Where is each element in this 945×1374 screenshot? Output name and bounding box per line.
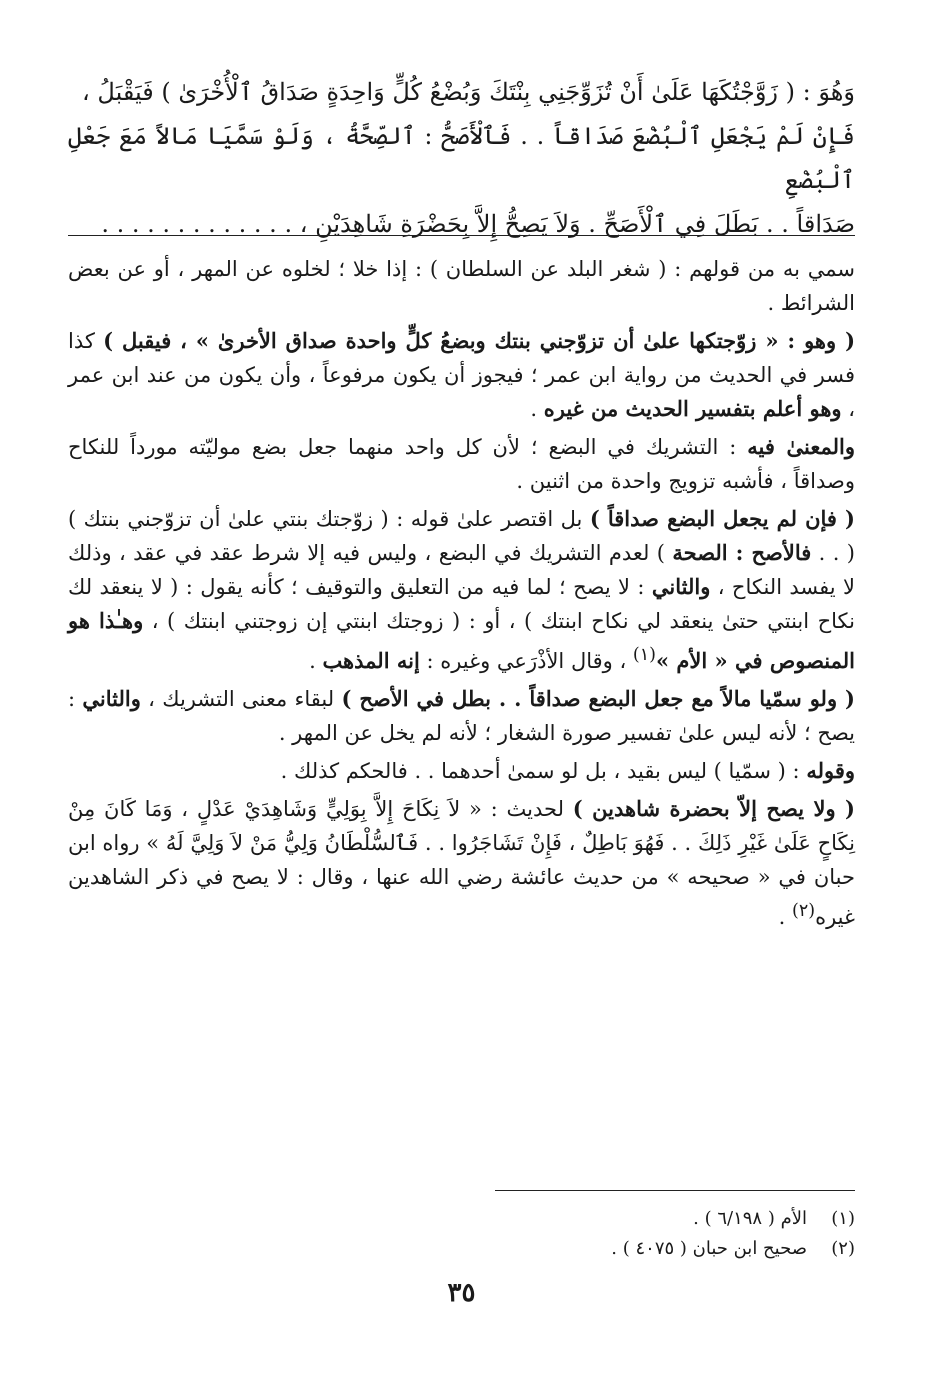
commentary-text-run: سمي به من قولهم : ( شغر البلد عن السلطان ) : إذا خلا ؛ لخلوه عن المهر ، أو عن بعض الشرائط . (68, 257, 855, 315)
footnotes (68, 1204, 855, 1264)
emphasis: والثاني (82, 686, 141, 711)
footnote-ref[interactable]: (٢) (792, 901, 816, 921)
commentary-text (68, 252, 855, 938)
footnote-text: صحيح ابن حبان ( ٤٠٧٥ ) . (611, 1238, 807, 1259)
commentary-text-run: : لا يصح ؛ لما فيه من التعليق والتوقيف ؛ كأنه يقول : ( لا ينعقد لك نكاح ابنتي حتىٰ ينعقد لي نكاح ابنتك ) ، أو : ( زوجتك ابنتي إن زوجتني ابنتك ) ، (68, 575, 855, 633)
commentary-text-run: لبقاء معنى التشريك ، (140, 687, 342, 711)
emphasis: وهـٰذا هو المنصوص في « الأم » (68, 608, 855, 673)
commentary-paragraph (68, 682, 855, 750)
quoted-matn: ( ولا يصح إلاّ بحضرة شاهدين ) (572, 796, 855, 821)
commentary-paragraph (68, 502, 855, 678)
commentary-paragraph (68, 754, 855, 788)
footnote (68, 1234, 855, 1264)
commentary-paragraph (68, 252, 855, 320)
emphasis: إنه المذهب (322, 648, 420, 673)
emphasis: وقوله (806, 758, 855, 783)
commentary-text-run: ، وقال الأذْرَعي وغيره : (419, 649, 633, 673)
footnote-divider (495, 1190, 855, 1191)
quoted-matn: ( ولو سمّيا مالاً مع جعل البضع صداقاً . . بطل في الأصح ) (341, 686, 855, 711)
commentary-text-run: : يصح ؛ لأنه ليس علىٰ تفسير صورة الشغار ؛ لأنه لم يخل عن المهر . (68, 687, 855, 745)
commentary-text-run: ) لعدم التشريك في البضع ، وليس فيه إلا شرط عقد في عقد ، وذلك لا يفسد النكاح ، (68, 541, 855, 599)
matn-line: وَهُوَ : ( زَوَّجْتُكَهَا عَلَىٰ أَنْ تُزَوِّجَنِي بِنْتَكَ وَبُضْعُ كُلٍّ وَاحِدَةٍ صَدَاقُ ٱلْأُخْرَىٰ ) فَيَقْبَلُ ، (82, 78, 855, 106)
emphasis: وهو أعلم بتفسير الحديث من غيره (543, 396, 842, 421)
commentary-text-run: . (530, 397, 544, 421)
commentary-text-run: . (309, 649, 323, 673)
commentary-paragraph (68, 324, 855, 426)
footnote-number: (٢) (831, 1238, 855, 1259)
commentary-paragraph (68, 430, 855, 498)
book-page (68, 70, 855, 1374)
footnote (68, 1204, 855, 1234)
commentary-text-run: : ( سمّيا ) ليس بقيد ، بل لو سمىٰ أحدهما . . فالحكم كذلك . (280, 759, 807, 783)
quoted-matn: ( فإن لم يجعل البضع صداقاً ) (589, 506, 855, 531)
emphasis: والمعنىٰ فيه (747, 434, 855, 459)
matn-divider (68, 235, 855, 236)
matn-line: فَإِنْ لَمْ يَجْعَلِ ٱلْبُضْعَ صَدَاقاً . . فَٱلْأَصَحُّ : ٱلصِّحَّةُ ، وَلَوْ سَمَّيَا مَالاً مَعَ جَعْلِ ٱلْبُضْعِ (68, 122, 855, 194)
commentary-text-run: كذا فسر في الحديث من رواية ابن عمر ؛ فيجوز أن يكون مرفوعاً ، وأن يكون من عند ابن عمر ، (68, 329, 855, 421)
commentary-text-run: بل اقتصر علىٰ قوله : ( زوّجتك بنتي علىٰ أن تزوّجني بنتك ) ( . . (68, 507, 855, 565)
footnote-number: (١) (831, 1208, 855, 1229)
quoted-matn: ( وهو : « زوّجتكها علىٰ أن تزوّجني بنتك وبضعُ كلٍّ واحدة صداق الأخرىٰ » ، فيقبل ) (103, 328, 856, 353)
commentary-text-run: لحديث : « لاَ نِكَاحَ إِلاَّ بِوَلِيٍّ وَشَاهِدَيْ عَدْلٍ ، وَمَا كَانَ مِنْ نِكَاحٍ عَلَىٰ غَيْرِ ذَلِكَ . . فَهُوَ بَاطِلٌ ، فَإِنْ تَشَاجَرُوا . . فَٱلسُّلْطَانُ وَلِيُّ مَنْ لاَ وَلِيَّ لَهُ » رواه ابن حبان في « صحيحه » من حديث عائشة رضي الله عنها ، وقال : لا يصح في ذكر الشاهدين غيره (68, 797, 855, 929)
footnote-ref[interactable]: (١) (632, 645, 656, 665)
commentary-text-run: : التشريك في البضع ؛ لأن كل واحد منهما جعل بضع موليّته مورداً للنكاح وصداقاً ، فأشبه تزويج واحدة من اثنين . (68, 435, 855, 493)
commentary-text-run: . (778, 905, 793, 929)
matn-line: صَدَاقاً . . بَطَلَ فِي ٱلْأَصَحِّ . وَلاَ يَصِحُّ إِلاَّ بِحَضْرَةِ شَاهِدَيْنِ ، . . . . . . . . . . . . . (101, 210, 855, 238)
matn-text (68, 70, 855, 246)
commentary-paragraph (68, 792, 855, 934)
quoted-matn: فالأصح : الصحة (672, 540, 812, 565)
footnote-text: الأم ( ٦/١٩٨ ) . (693, 1208, 807, 1229)
page-number: ٣٥ (447, 1278, 476, 1308)
emphasis: والثاني (651, 574, 711, 599)
